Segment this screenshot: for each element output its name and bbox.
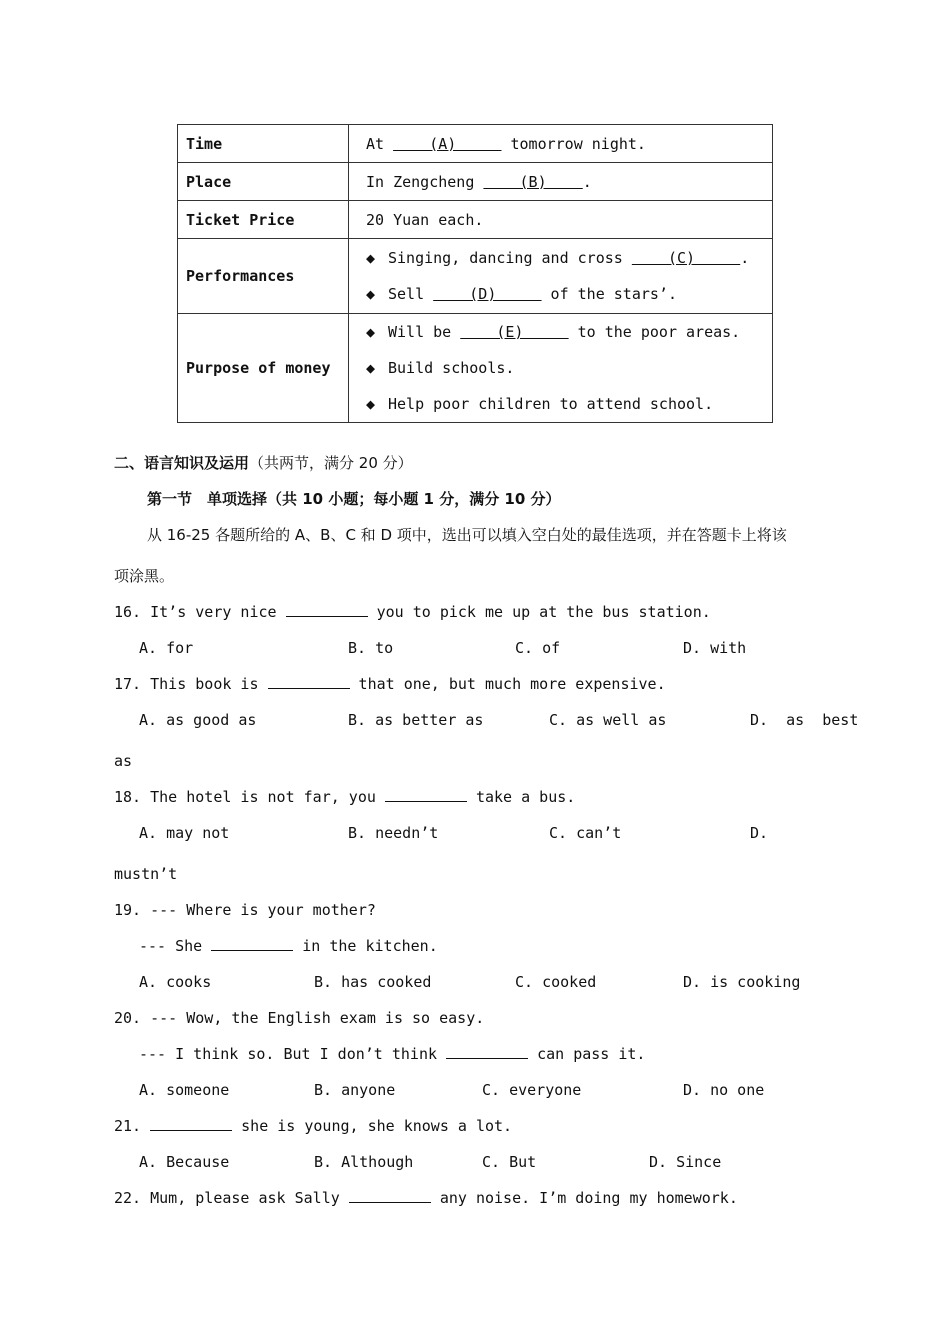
option-c: C. But <box>482 1153 537 1171</box>
text: Singing, dancing and cross <box>388 249 632 267</box>
answer-blank: (C) <box>631 249 741 267</box>
table-row <box>178 125 773 163</box>
text: 20 Yuan each. <box>366 210 484 229</box>
answer-blank <box>211 936 293 951</box>
answer-blank: (A) <box>393 134 502 153</box>
text: of the stars’. <box>541 285 677 303</box>
text: . <box>582 172 592 191</box>
diamond-bullet-icon: ◆ <box>366 249 376 267</box>
text: At <box>366 134 394 153</box>
option-a: A. for <box>139 639 194 657</box>
text: tomorrow night. <box>501 134 646 153</box>
option-a: A. someone <box>139 1081 230 1099</box>
answer-blank <box>349 1188 431 1203</box>
row-value <box>349 163 773 201</box>
diamond-bullet-icon: ◆ <box>366 359 376 377</box>
bullet-line <box>366 350 764 386</box>
option-d: D. with <box>683 639 747 657</box>
answer-blank <box>268 674 350 689</box>
question-text: 16. It’s very nice <box>114 603 286 621</box>
question-19: 19. --- Where is your mother? <box>114 901 376 919</box>
row-value <box>349 125 773 163</box>
table-row <box>178 201 773 239</box>
question-text: 21. <box>114 1117 151 1135</box>
question-16 <box>114 602 711 622</box>
question-text: 22. Mum, please ask Sally <box>114 1189 349 1207</box>
text: . <box>740 249 750 267</box>
instruction-line-1: 从 16-25 各题所给的 A、B、C 和 D 项中，选出可以填入空白处的最佳选项，并在答题卡上将该 <box>147 526 787 544</box>
row-label: Performances <box>178 239 349 314</box>
question-21 <box>114 1116 512 1136</box>
option-a: A. as good as <box>139 711 257 729</box>
question-text: you to pick me up at the bus station. <box>367 603 711 621</box>
answer-blank <box>286 602 368 617</box>
table-row <box>178 163 773 201</box>
section-title-note: （共两节，满分 20 分） <box>249 454 413 472</box>
bullet-line <box>366 314 764 350</box>
question-18 <box>114 787 575 807</box>
row-value <box>349 314 773 423</box>
answer-blank <box>385 787 467 802</box>
option-d: D. as best <box>750 711 859 729</box>
question-text: --- I think so. But I don’t think <box>139 1045 447 1063</box>
event-info-table <box>177 124 773 423</box>
option-c: C. can’t <box>549 824 622 842</box>
question-text: that one, but much more expensive. <box>349 675 666 693</box>
option-b: B. to <box>348 639 394 657</box>
option-a: A. cooks <box>139 973 212 991</box>
answer-blank: (E) <box>460 323 569 341</box>
question-20: 20. --- Wow, the English exam is so easy. <box>114 1009 485 1027</box>
text: Help poor children to attend school. <box>388 395 714 413</box>
option-d: D. is cooking <box>683 973 801 991</box>
bullet-line <box>366 276 764 312</box>
text: Will be <box>388 323 461 341</box>
text: to the poor areas. <box>568 323 741 341</box>
row-label: Time <box>178 125 349 163</box>
diamond-bullet-icon: ◆ <box>366 395 376 413</box>
bullet-line <box>366 386 764 422</box>
question-22 <box>114 1188 738 1208</box>
diamond-bullet-icon: ◆ <box>366 323 376 341</box>
section-title <box>114 453 413 473</box>
row-label: Purpose of money <box>178 314 349 423</box>
row-value <box>349 239 773 314</box>
option-c: C. everyone <box>482 1081 582 1099</box>
option-c: C. of <box>515 639 561 657</box>
option-b: B. anyone <box>314 1081 396 1099</box>
option-d: D. no one <box>683 1081 765 1099</box>
option-d: D. <box>750 824 769 842</box>
option-d-wrap: as <box>114 752 133 770</box>
question-20-response <box>139 1044 645 1064</box>
question-text: take a bus. <box>466 788 576 806</box>
question-text: she is young, she knows a lot. <box>232 1117 513 1135</box>
option-a: A. Because <box>139 1153 230 1171</box>
answer-blank: (D) <box>433 285 542 303</box>
row-label: Place <box>178 163 349 201</box>
question-text: 17. This book is <box>114 675 268 693</box>
table-row <box>178 239 773 314</box>
question-text: any noise. I’m doing my homework. <box>430 1189 738 1207</box>
option-d-wrap: mustn’t <box>114 865 178 883</box>
question-17 <box>114 674 666 694</box>
question-text: --- She <box>139 937 212 955</box>
option-b: B. as better as <box>348 711 484 729</box>
answer-blank <box>446 1044 528 1059</box>
option-b: B. needn’t <box>348 824 439 842</box>
section-title-text: 二、语言知识及运用 <box>114 454 250 472</box>
diamond-bullet-icon: ◆ <box>366 285 376 303</box>
row-label: Ticket Price <box>178 201 349 239</box>
option-b: B. has cooked <box>314 973 432 991</box>
option-c: C. as well as <box>549 711 667 729</box>
question-text: in the kitchen. <box>293 937 438 955</box>
question-19-response <box>139 936 438 956</box>
row-value <box>349 201 773 239</box>
instruction-line-2: 项涂黑。 <box>114 567 175 585</box>
text: Sell <box>388 285 434 303</box>
answer-blank <box>150 1116 232 1131</box>
question-text: can pass it. <box>528 1045 646 1063</box>
option-d: D. Since <box>649 1153 722 1171</box>
text: In Zengcheng <box>366 172 484 191</box>
option-a: A. may not <box>139 824 230 842</box>
table-row <box>178 314 773 423</box>
bullet-line <box>366 240 764 276</box>
option-c: C. cooked <box>515 973 597 991</box>
part-title: 第一节 单项选择（共 10 小题；每小题 1 分，满分 10 分） <box>147 490 561 508</box>
question-text: 18. The hotel is not far, you <box>114 788 385 806</box>
answer-blank: (B) <box>483 172 583 191</box>
option-b: B. Although <box>314 1153 414 1171</box>
text: Build schools. <box>388 359 515 377</box>
